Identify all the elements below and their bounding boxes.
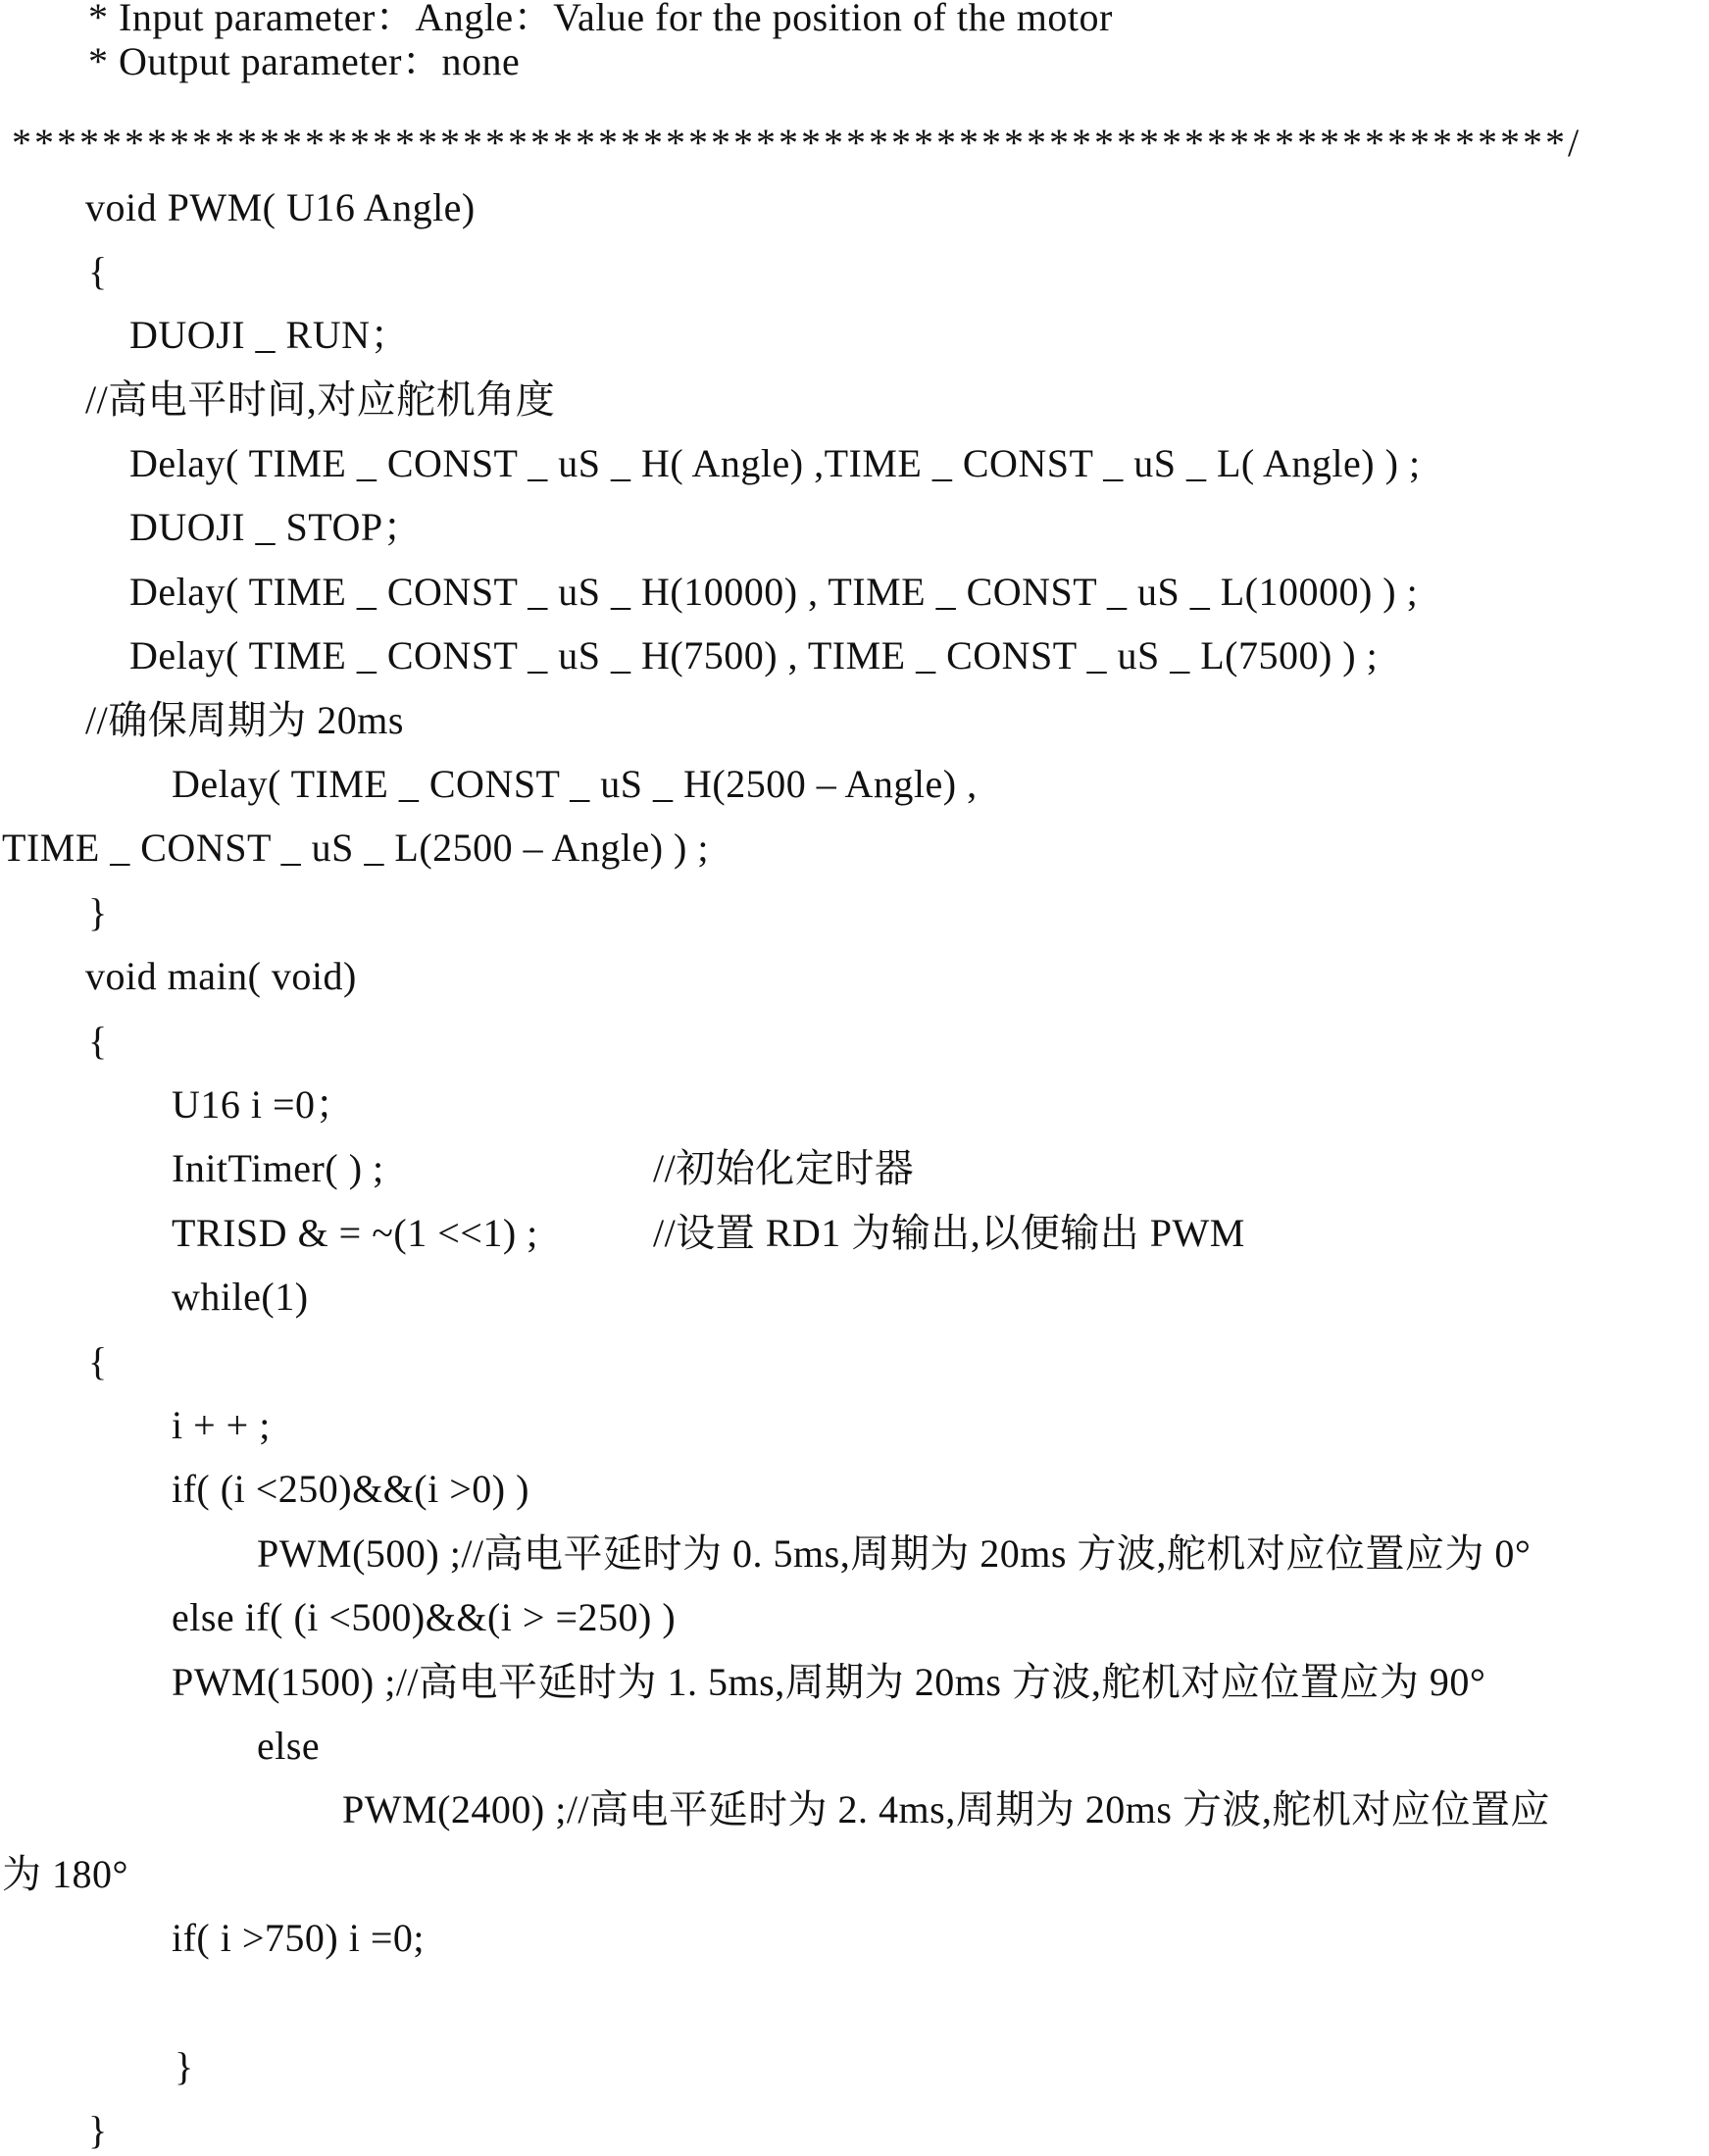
code-line: 为 180°	[2, 1852, 128, 1896]
code-line: PWM(2400) ;//高电平延时为 2. 4ms,周期为 20ms 方波,舵机对应位置应	[342, 1787, 1550, 1831]
code-comment: //初始化定时器	[653, 1146, 915, 1190]
code-line: if( i >750) i =0;	[172, 1916, 426, 1960]
code-line: {	[88, 1019, 108, 1063]
code-line: Delay( TIME _ CONST _ uS _ H(7500) , TIME _ CONST _ uS _ L(7500) ) ;	[129, 633, 1379, 677]
code-line: i + + ;	[172, 1403, 271, 1447]
code-line: PWM(500) ;//高电平延时为 0. 5ms,周期为 20ms 方波,舵机对应位置应为 0°	[257, 1531, 1532, 1576]
code-line: InitTimer( ) ;	[172, 1146, 384, 1190]
code-line: DUOJI _ RUN；	[129, 313, 410, 357]
code-line: Delay( TIME _ CONST _ uS _ H(10000) , TIME _ CONST _ uS _ L(10000) ) ;	[129, 570, 1419, 614]
code-line: {	[88, 249, 108, 293]
code-line: TRISD & = ~(1 <<1) ;	[172, 1211, 538, 1255]
code-line: * Input parameter：Angle：Value for the position of the motor	[88, 0, 1113, 39]
code-line: * Output parameter：none	[88, 39, 521, 83]
code-line: Delay( TIME _ CONST _ uS _ H(2500 – Angle) ,	[172, 762, 978, 806]
code-line: }	[88, 2108, 108, 2152]
code-comment: //设置 RD1 为输出,以便输出 PWM	[653, 1211, 1245, 1255]
code-line: void main( void)	[85, 954, 357, 998]
code-line: if( (i <250)&&(i >0) )	[172, 1467, 529, 1511]
code-line: }	[175, 2044, 194, 2088]
code-line: PWM(1500) ;//高电平延时为 1. 5ms,周期为 20ms 方波,舵机对应位置应为 90°	[172, 1660, 1486, 1704]
code-line: *********************************************************************/	[12, 121, 1583, 165]
code-line: {	[88, 1339, 108, 1383]
code-line: //高电平时间,对应舵机角度	[85, 377, 556, 422]
code-line: while(1)	[172, 1275, 309, 1319]
code-line: else if( (i <500)&&(i > =250) )	[172, 1595, 677, 1639]
code-line: TIME _ CONST _ uS _ L(2500 – Angle) ) ;	[2, 826, 709, 870]
code-line: U16 i =0；	[172, 1082, 356, 1127]
code-line: //确保周期为 20ms	[85, 698, 404, 742]
code-line: Delay( TIME _ CONST _ uS _ H( Angle) ,TIME _ CONST _ uS _ L( Angle) ) ;	[129, 441, 1421, 485]
code-line: else	[257, 1724, 321, 1768]
code-line: DUOJI _ STOP；	[129, 505, 424, 549]
code-line: }	[88, 890, 108, 934]
code-line: void PWM( U16 Angle)	[85, 185, 476, 229]
